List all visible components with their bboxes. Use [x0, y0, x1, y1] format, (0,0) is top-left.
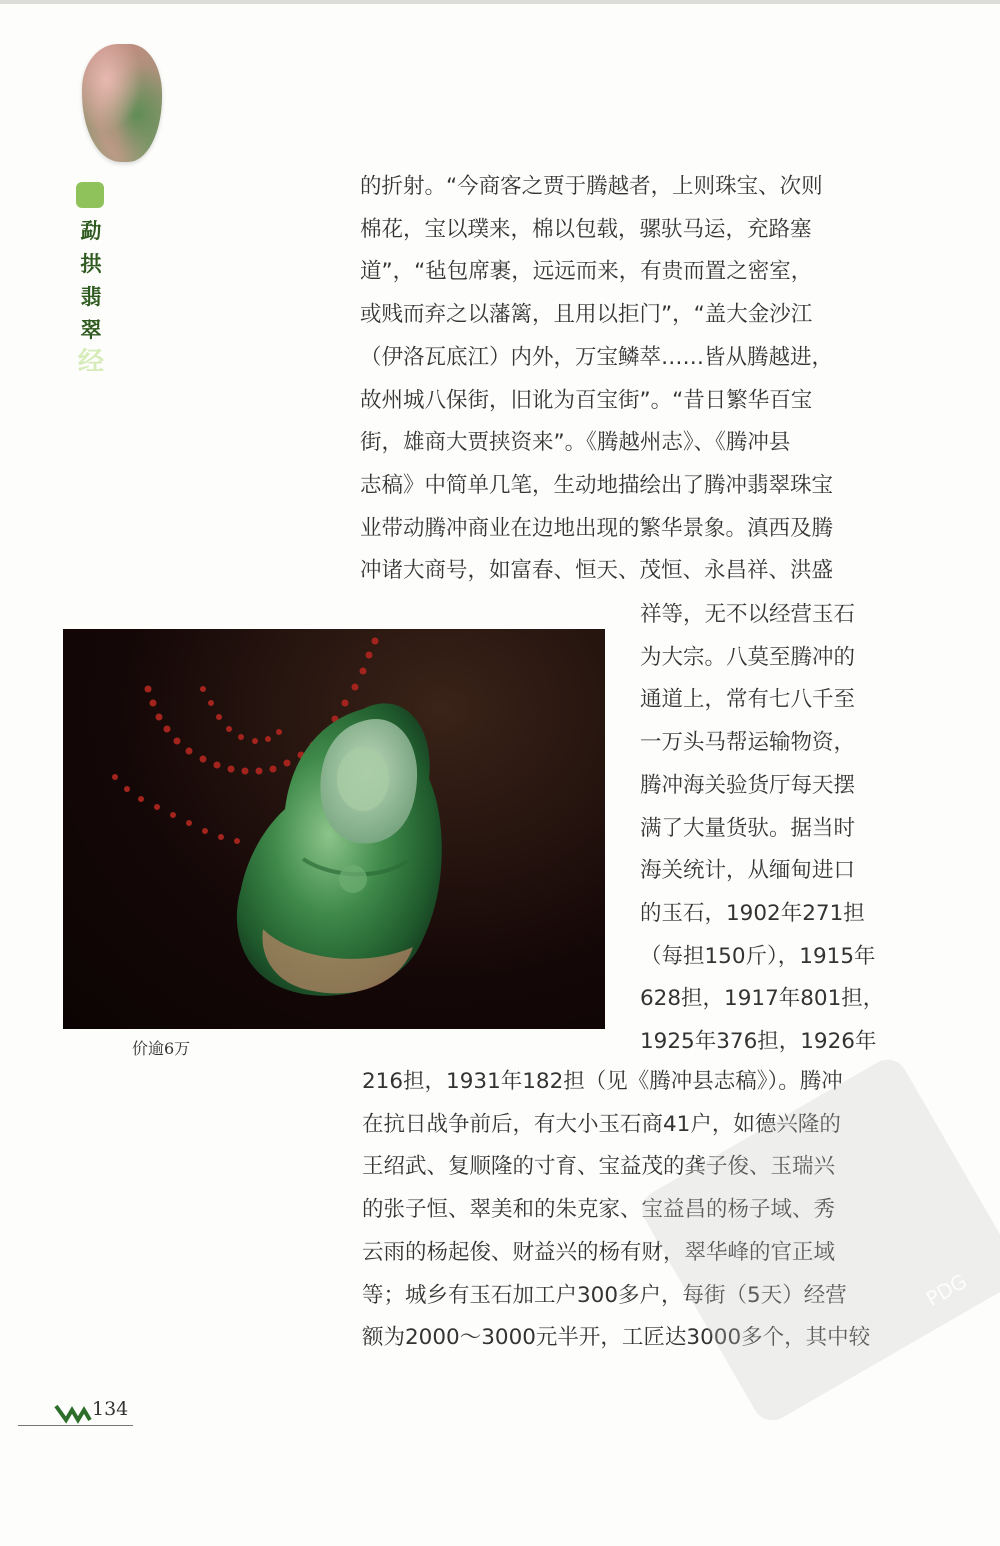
text-line: 额为2000～3000元半开，工匠达3000多个，其中较	[362, 1325, 871, 1351]
text-line: 在抗日战争前后，有大小玉石商41户，如德兴隆的	[362, 1111, 841, 1137]
text-line: 王绍武、复顺隆的寸育、宝益茂的龚子俊、玉瑞兴	[362, 1154, 836, 1180]
text-line: 志稿》中简单几笔，生动地描绘出了腾冲翡翠珠宝	[360, 472, 834, 498]
text-line: 的张子恒、翠美和的朱克家、宝益昌的杨子域、秀	[362, 1197, 836, 1223]
text-line: 628担，1917年801担，	[640, 986, 885, 1012]
text-line: 的折射。“今商客之贾于腾越者，上则珠宝、次则	[360, 174, 823, 199]
text-line: 满了大量货驮。据当时	[640, 815, 856, 841]
text-line: 业带动腾冲商业在边地出现的繁华景象。滇西及腾	[360, 515, 834, 541]
text-line: 祥等，无不以经营玉石	[640, 602, 856, 627]
text-line: 海关统计，从缅甸进口	[640, 858, 856, 884]
text-line: 216担，1931年182担（见《腾冲县志稿》）。腾冲	[362, 1069, 843, 1094]
corner-jade-image	[82, 44, 162, 162]
text-line: 冲诸大商号，如富春、恒天、茂恒、永昌祥、洪盛	[360, 558, 834, 584]
text-line: 街，雄商大贾挟资来”。《腾越州志》、《腾冲县	[360, 430, 791, 456]
text-line: 一万头马帮运输物资，	[640, 730, 856, 756]
side-title-char: 拱	[80, 251, 102, 276]
text-line: 的玉石，1902年271担	[640, 900, 865, 926]
jade-guanyin-pendant-image	[63, 629, 605, 1029]
jade-pendant-photo	[63, 629, 605, 1029]
page-number: 134	[92, 1398, 129, 1420]
side-title-char: 勐	[80, 218, 102, 243]
top-rule	[0, 0, 1000, 4]
paragraph-side	[640, 594, 884, 1064]
text-line: 云雨的杨起俊、财益兴的杨有财，翠华峰的官正域	[362, 1239, 836, 1265]
page-number-rule	[18, 1425, 133, 1426]
text-line: 道”，“毡包席裹，远远而来，有贵而置之密室，	[360, 259, 813, 285]
side-title-char: 翡	[80, 284, 102, 309]
paragraph-top	[360, 166, 833, 593]
text-line: 或贱而弃之以藩篱，且用以拒门”，“盖大金沙江	[360, 302, 813, 328]
side-title-faded-char: 经	[78, 347, 105, 377]
text-line: 腾冲海关验货厅每天摆	[640, 772, 856, 798]
text-line: 为大宗。八莫至腾冲的	[640, 644, 856, 670]
watermark-text: PDG	[921, 1268, 972, 1312]
text-line: 等；城乡有玉石加工户300多户，每街（5天）经营	[362, 1282, 847, 1308]
text-line: （每担150斤），1915年	[640, 943, 876, 969]
side-title-char: 翠	[80, 317, 102, 342]
text-line: 1925年376担，1926年	[640, 1029, 877, 1055]
chapter-marker	[76, 182, 104, 208]
text-line: （伊洛瓦底江）内外，万宝鳞萃……皆从腾越进，	[360, 344, 834, 370]
photo-caption: 价逾6万	[132, 1039, 191, 1058]
side-chapter-title	[78, 214, 104, 379]
text-line: 故州城八保街，旧讹为百宝街”。“昔日繁华百宝	[360, 387, 813, 413]
text-line: 棉花，宝以璞来，棉以包载，骡驮马运，充路塞	[360, 216, 812, 242]
text-line: 通道上，常有七八千至	[640, 687, 856, 713]
